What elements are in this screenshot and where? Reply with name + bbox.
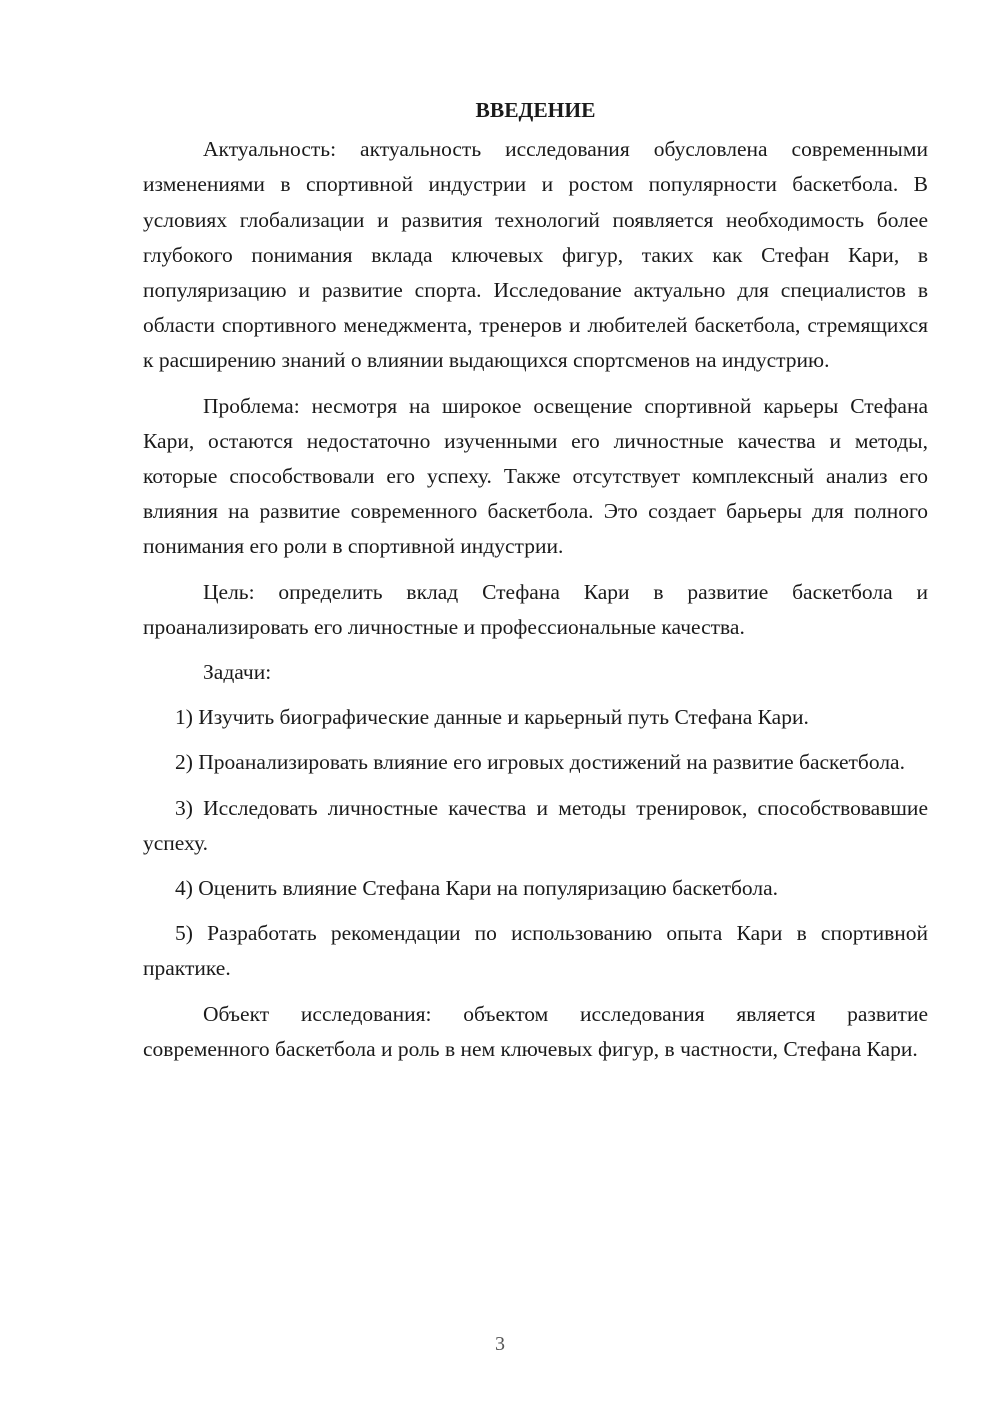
section-heading: ВВЕДЕНИЕ: [475, 98, 596, 122]
task-item-4: 4) Оценить влияние Стефана Кари на популяризацию баскетбола.: [175, 876, 779, 901]
goal-paragraph: Цель: определить вклад Стефана Кари в развитие баскетбола и проанализировать его личностные и профессиональные качества.: [143, 579, 928, 639]
task-item-1: 1) Изучить биографические данные и карьерный путь Стефана Кари.: [175, 705, 809, 730]
task-item-5: 5) Разработать рекомендации по использованию опыта Кари в спортивной практике.: [143, 921, 928, 981]
task-item-2: 2) Проанализировать влияние его игровых достижений на развитие баскетбола.: [175, 750, 905, 775]
relevance-paragraph: Актуальность: актуальность исследования обусловлена современными изменениями в спортивной индустрии и ростом популярности баскетбола. В условиях глобализации и развития технологий появляется необходимость более глубокого понимания вклада ключевых фигур, таких как Стефан Кари, в популяризацию и развитие спорта. Исследование актуально для специалистов в области спортивного менеджмента, тренеров и любителей баскетбола, стремящихся к расширению знаний о влиянии выдающихся спортсменов на индустрию.: [143, 137, 928, 373]
task-item-3: 3) Исследовать личностные качества и методы тренировок, способствовавшие успеху.: [143, 795, 928, 855]
page-number: 3: [495, 1333, 505, 1355]
tasks-heading: Задачи:: [203, 660, 272, 685]
document-body: [143, 93, 928, 1067]
object-paragraph: Объект исследования: объектом исследования является развитие современного баскетбола и роль в нем ключевых фигур, в частности, Стефана Кари.: [143, 1001, 928, 1061]
problem-paragraph: Проблема: несмотря на широкое освещение спортивной карьеры Стефана Кари, остаются недостаточно изученными его личностные качества и методы, которые способствовали его успеху. Также отсутствует комплексный анализ его влияния на развитие современного баскетбола. Это создает барьеры для полного понимания его роли в спортивной индустрии.: [143, 393, 928, 559]
